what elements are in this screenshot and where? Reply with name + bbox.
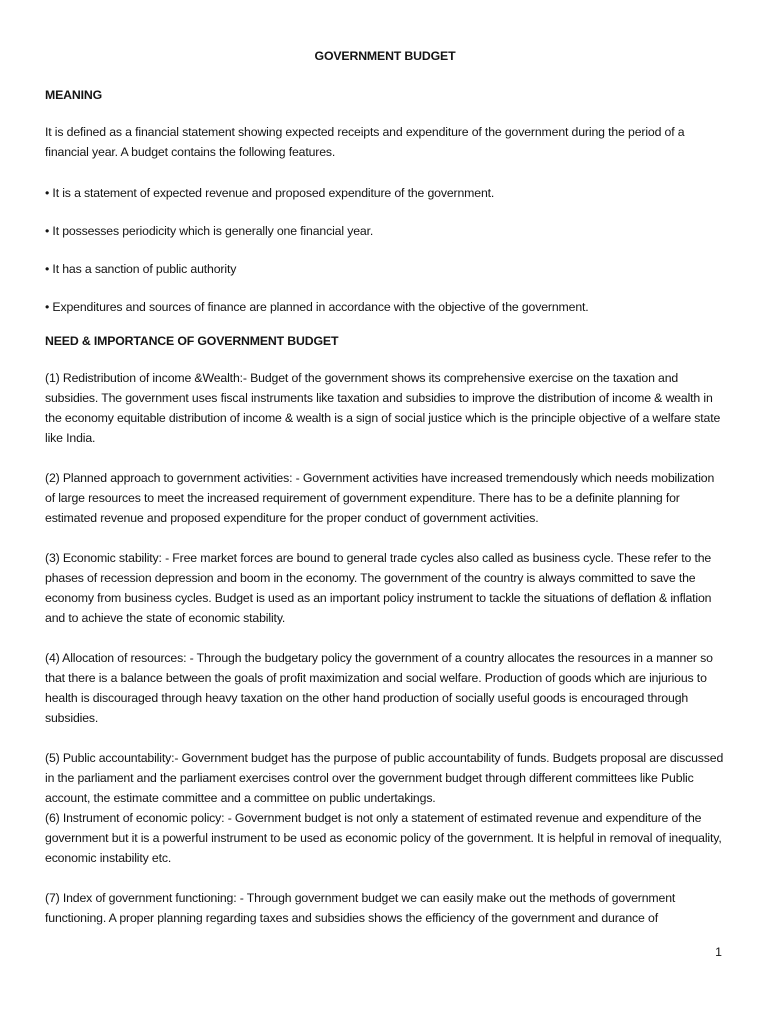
document-title: GOVERNMENT BUDGET — [314, 49, 456, 63]
point-instrument-of-economic-policy: (6) Instrument of economic policy: - Government budget is not only a statement of estimated revenue and expenditure of the government but it is a powerful instrument to be used as economic policy of the government. It is helpful in removal of inequality, economic instability etc. — [45, 811, 722, 865]
point-redistribution: (1) Redistribution of income &Wealth:- Budget of the government shows its comprehensive exercise on the taxation and subsidies. The government uses fiscal instruments like taxation and subsidies to improve the distribution of income & wealth in the economy equitable distribution of income & wealth is a sign of social justice which is the principle objective of a welfare state like India. — [45, 371, 721, 445]
point-index-of-government-functioning: (7) Index of government functioning: - Through government budget we can easily make out the methods of government functioning. A proper planning regarding taxes and subsidies shows the efficiency of the government and durance of — [45, 891, 676, 925]
feature-item: • It is a statement of expected revenue and proposed expenditure of the government. — [45, 186, 495, 200]
point-economic-stability: (3) Economic stability: - Free market forces are bound to general trade cycles also called as business cycle. These refer to the phases of recession depression and boom in the economy. The government of the country is always committed to save the economy from business cycles. Budget is used as an important policy instrument to tackle the situations of deflation & inflation and to achieve the state of economic stability. — [45, 551, 712, 625]
need-importance-heading: NEED & IMPORTANCE OF GOVERNMENT BUDGET — [45, 334, 339, 348]
meaning-paragraph: It is defined as a financial statement showing expected receipts and expenditure of the government during the period of a financial year. A budget contains the following features. — [45, 125, 685, 159]
feature-item: • Expenditures and sources of finance are planned in accordance with the objective of the government. — [45, 300, 589, 314]
meaning-heading: MEANING — [45, 88, 103, 102]
page-number: 1 — [715, 945, 722, 959]
point-planned-approach: (2) Planned approach to government activities: - Government activities have increased tremendously which needs mobilization of large resources to meet the increased requirement of government expenditure. There has to be a definite planning for estimated revenue and proposed expenditure for the proper conduct of government activities. — [45, 471, 715, 525]
feature-item: • It possesses periodicity which is generally one financial year. — [45, 224, 374, 238]
point-public-accountability: (5) Public accountability:- Government budget has the purpose of public accountability of funds. Budgets proposal are discussed in the parliament and the parliament exercises control over the government budget through different committees like Public account, the estimate committee and a committee on public undertakings. — [45, 751, 724, 805]
document-content — [45, 49, 725, 948]
point-allocation-of-resources: (4) Allocation of resources: - Through the budgetary policy the government of a country allocates the resources in a manner so that there is a balance between the goals of profit maximization and social welfare. Production of goods which are injurious to health is discouraged through heavy taxation on the other hand production of socially useful goods is encouraged through subsidies. — [45, 651, 713, 725]
feature-item: • It has a sanction of public authority — [45, 262, 237, 276]
